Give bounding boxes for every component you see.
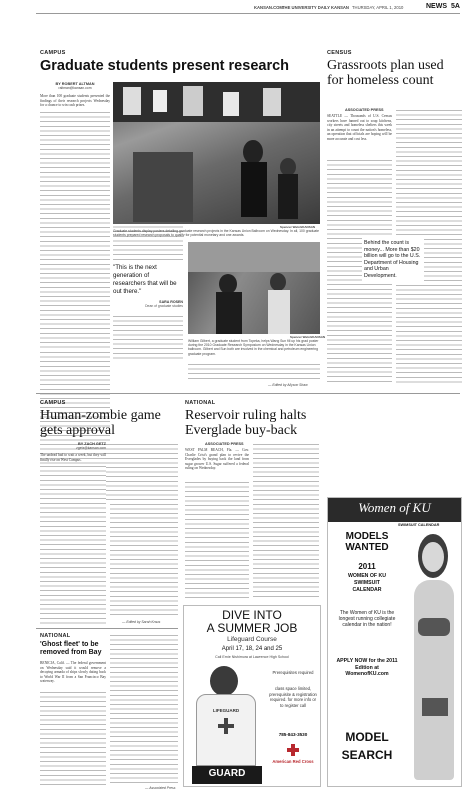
ku-models-wanted: MODELS WANTED (345, 531, 389, 553)
ad-subtitle: Lifeguard Course (227, 636, 277, 643)
census-lead: SEATTLE — Thousands of U.S. Census workers have fanned out to soup kitchens, city streets and homeless shelters this week in an attempt to count the nation's homeless, an operation that officials are hoping will be more accurate and cost less. (327, 114, 392, 141)
campus1-edited-by: — Edited by Allyson Shaw (268, 383, 308, 387)
pullquote-title: Dean of graduate studies (145, 304, 183, 308)
pullquote-attrib: SARA ROSEN (159, 300, 183, 304)
reservoir-headline[interactable]: Reservoir ruling halts Everglade buy-back (185, 408, 307, 438)
photo-1-figures (113, 82, 320, 224)
ad-title-2: A SUMMER JOB (206, 621, 298, 635)
campus1-headline[interactable]: Graduate students present research (40, 58, 290, 74)
ku-model-photo (404, 528, 461, 786)
photo-2-caption: William Gilbert, a graduate student from Topeka, helps Wang Sun fill up his grad poster during the 2010 Graduate Research Symposium on Wednesday in the Kansas Union ballroom. Gilbert and Sun both are involved in the chemical and petroleum engineering graduate program. (188, 339, 319, 356)
ad-title-1: DIVE INTO (222, 608, 282, 622)
ku-line2: SWIMSUIT (354, 580, 380, 586)
campus1-email[interactable]: raltman@kansan.com (58, 86, 92, 90)
ad-phone[interactable]: 785-843-3530 (278, 732, 308, 737)
campus1-kicker: CAMPUS (40, 50, 66, 56)
photo-1-credit: Spencer Walsh/KANSAN (280, 225, 316, 229)
zombie-kicker: CAMPUS (40, 400, 66, 406)
campus1-col2-text-2 (113, 314, 183, 359)
page-number: 5A (451, 3, 460, 10)
ad-dates: April 17, 18, 24 and 25 (221, 646, 283, 652)
ad-brand: American Red Cross (272, 759, 314, 764)
zombie-headline[interactable]: Human-zombie game gets approval (40, 408, 161, 438)
ghost-col2-text (110, 633, 178, 783)
ku-body: The Women of KU is the longest running collegiate calendar in the nation! (338, 610, 396, 629)
campus1-byline: BY ROBERT ALTMAN (55, 82, 95, 86)
census-kicker: CENSUS (327, 50, 352, 56)
summer-job-ad[interactable] (183, 605, 321, 787)
ghost-kicker: NATIONAL (40, 633, 71, 639)
shirt-text: LIFEGUARD (212, 708, 240, 713)
ku-line1: WOMEN OF KU (347, 573, 387, 579)
ku-search: SEARCH (341, 748, 393, 762)
census-byline: ASSOCIATED PRESS (345, 108, 384, 112)
ad-note: Prerequisites required (272, 670, 314, 675)
zombie-edited-by: — Edited by Sarah Kraus (122, 620, 161, 624)
issue-date: THURSDAY, APRIL 1, 2010 (352, 5, 404, 10)
page-header (0, 0, 475, 14)
campus1-photo-2[interactable] (188, 242, 320, 334)
women-of-ku-ad[interactable] (327, 497, 462, 787)
reservoir-kicker: NATIONAL (185, 400, 216, 406)
shirt-cross-icon (218, 718, 234, 734)
section-name: NEWS (426, 3, 447, 10)
ku-line3: CALENDAR (352, 587, 382, 593)
census-pullquote (362, 238, 424, 282)
ku-swimsuit-label: SWIMSUIT CALENDAR (398, 523, 440, 527)
ad-class-text: class space limited, prerequisite & registration required. for more info or to register call (269, 686, 317, 708)
zombie-lead: The undead had to wait a week, but they will finally rise on West Campus. (40, 453, 106, 462)
ku-apply[interactable]: APPLY NOW for the 2011 Edition at WomenofKU.com (336, 658, 398, 678)
lifeguard-photo (190, 666, 264, 786)
ad-location: Call Ernie Nishimura at Lawrence High School (215, 655, 289, 659)
reservoir-col2-text (253, 442, 319, 598)
ku-script-title: Women of KU (358, 500, 431, 515)
zombie-col2-text (110, 442, 178, 617)
site-url[interactable]: KANSAN.COM (254, 5, 283, 10)
photo-2-figures (188, 242, 320, 334)
ku-model: MODEL (345, 730, 389, 744)
photo-2-credit: Spencer Walsh/KANSAN (290, 335, 326, 339)
campus1-photo-1[interactable] (113, 82, 320, 224)
campus1-pullquote (113, 264, 183, 308)
header-rule (36, 13, 460, 14)
zombie-col1 (40, 442, 106, 626)
campus1-body-text (40, 110, 110, 348)
reservoir-byline: ASSOCIATED PRESS (205, 442, 244, 446)
photo-1-caption: Graduate students display posters detailing graduate research projects in the Kansas Union Ballroom on Wednesday. In all, 100 graduate students prepared research proposals to qualify for potential monetary and one awards. (113, 229, 320, 238)
red-cross-icon (287, 744, 299, 756)
census-headline[interactable]: Grassroots plan used for homeless count (327, 58, 444, 88)
section-divider (36, 393, 460, 394)
ghost-divider (36, 628, 178, 629)
paper-name: THE UNIVERSITY DAILY KANSAN (282, 5, 349, 10)
reservoir-col1-text (185, 480, 249, 598)
reservoir-lead: WEST PALM BEACH, Fla. — Gov. Charlie Crist's grand plan to revive the Everglades by buying back the land from sugar grower U.S. Sugar suffered a federal ruling on Wednesday. (185, 448, 249, 471)
guard-text: GUARD (208, 768, 246, 779)
zombie-col1-text (40, 464, 106, 626)
campus1-lead: More than 100 graduate students presented the findings of their research projects Wednesday for a chance to win cash prizes. (40, 94, 110, 108)
ku-year: 2011 (358, 562, 376, 571)
ghost-col1-text (40, 690, 106, 786)
ghost-dateline: BENICIA, Calif. — The federal government on Wednesday said it would remove a decaying armada of ships slowly dating back to World War II from a San Francisco Bay waterway. (40, 661, 106, 684)
census-pullquote-text: Behind the count is money... More than $20 billion will go to the U.S. Department of Housing and Urban Development. (364, 240, 421, 279)
zombie-byline: BY ZACH GETZ (78, 442, 106, 446)
ghost-headline[interactable]: 'Ghost fleet' to be removed from Bay (40, 641, 102, 656)
ghost-credit: — Associated Press (145, 786, 176, 790)
pullquote-text: "This is the next generation of researchers that will be out there." (113, 264, 177, 295)
campus1-col3-text (188, 362, 320, 382)
zombie-email[interactable]: zgetz@kansan.com (76, 446, 106, 450)
